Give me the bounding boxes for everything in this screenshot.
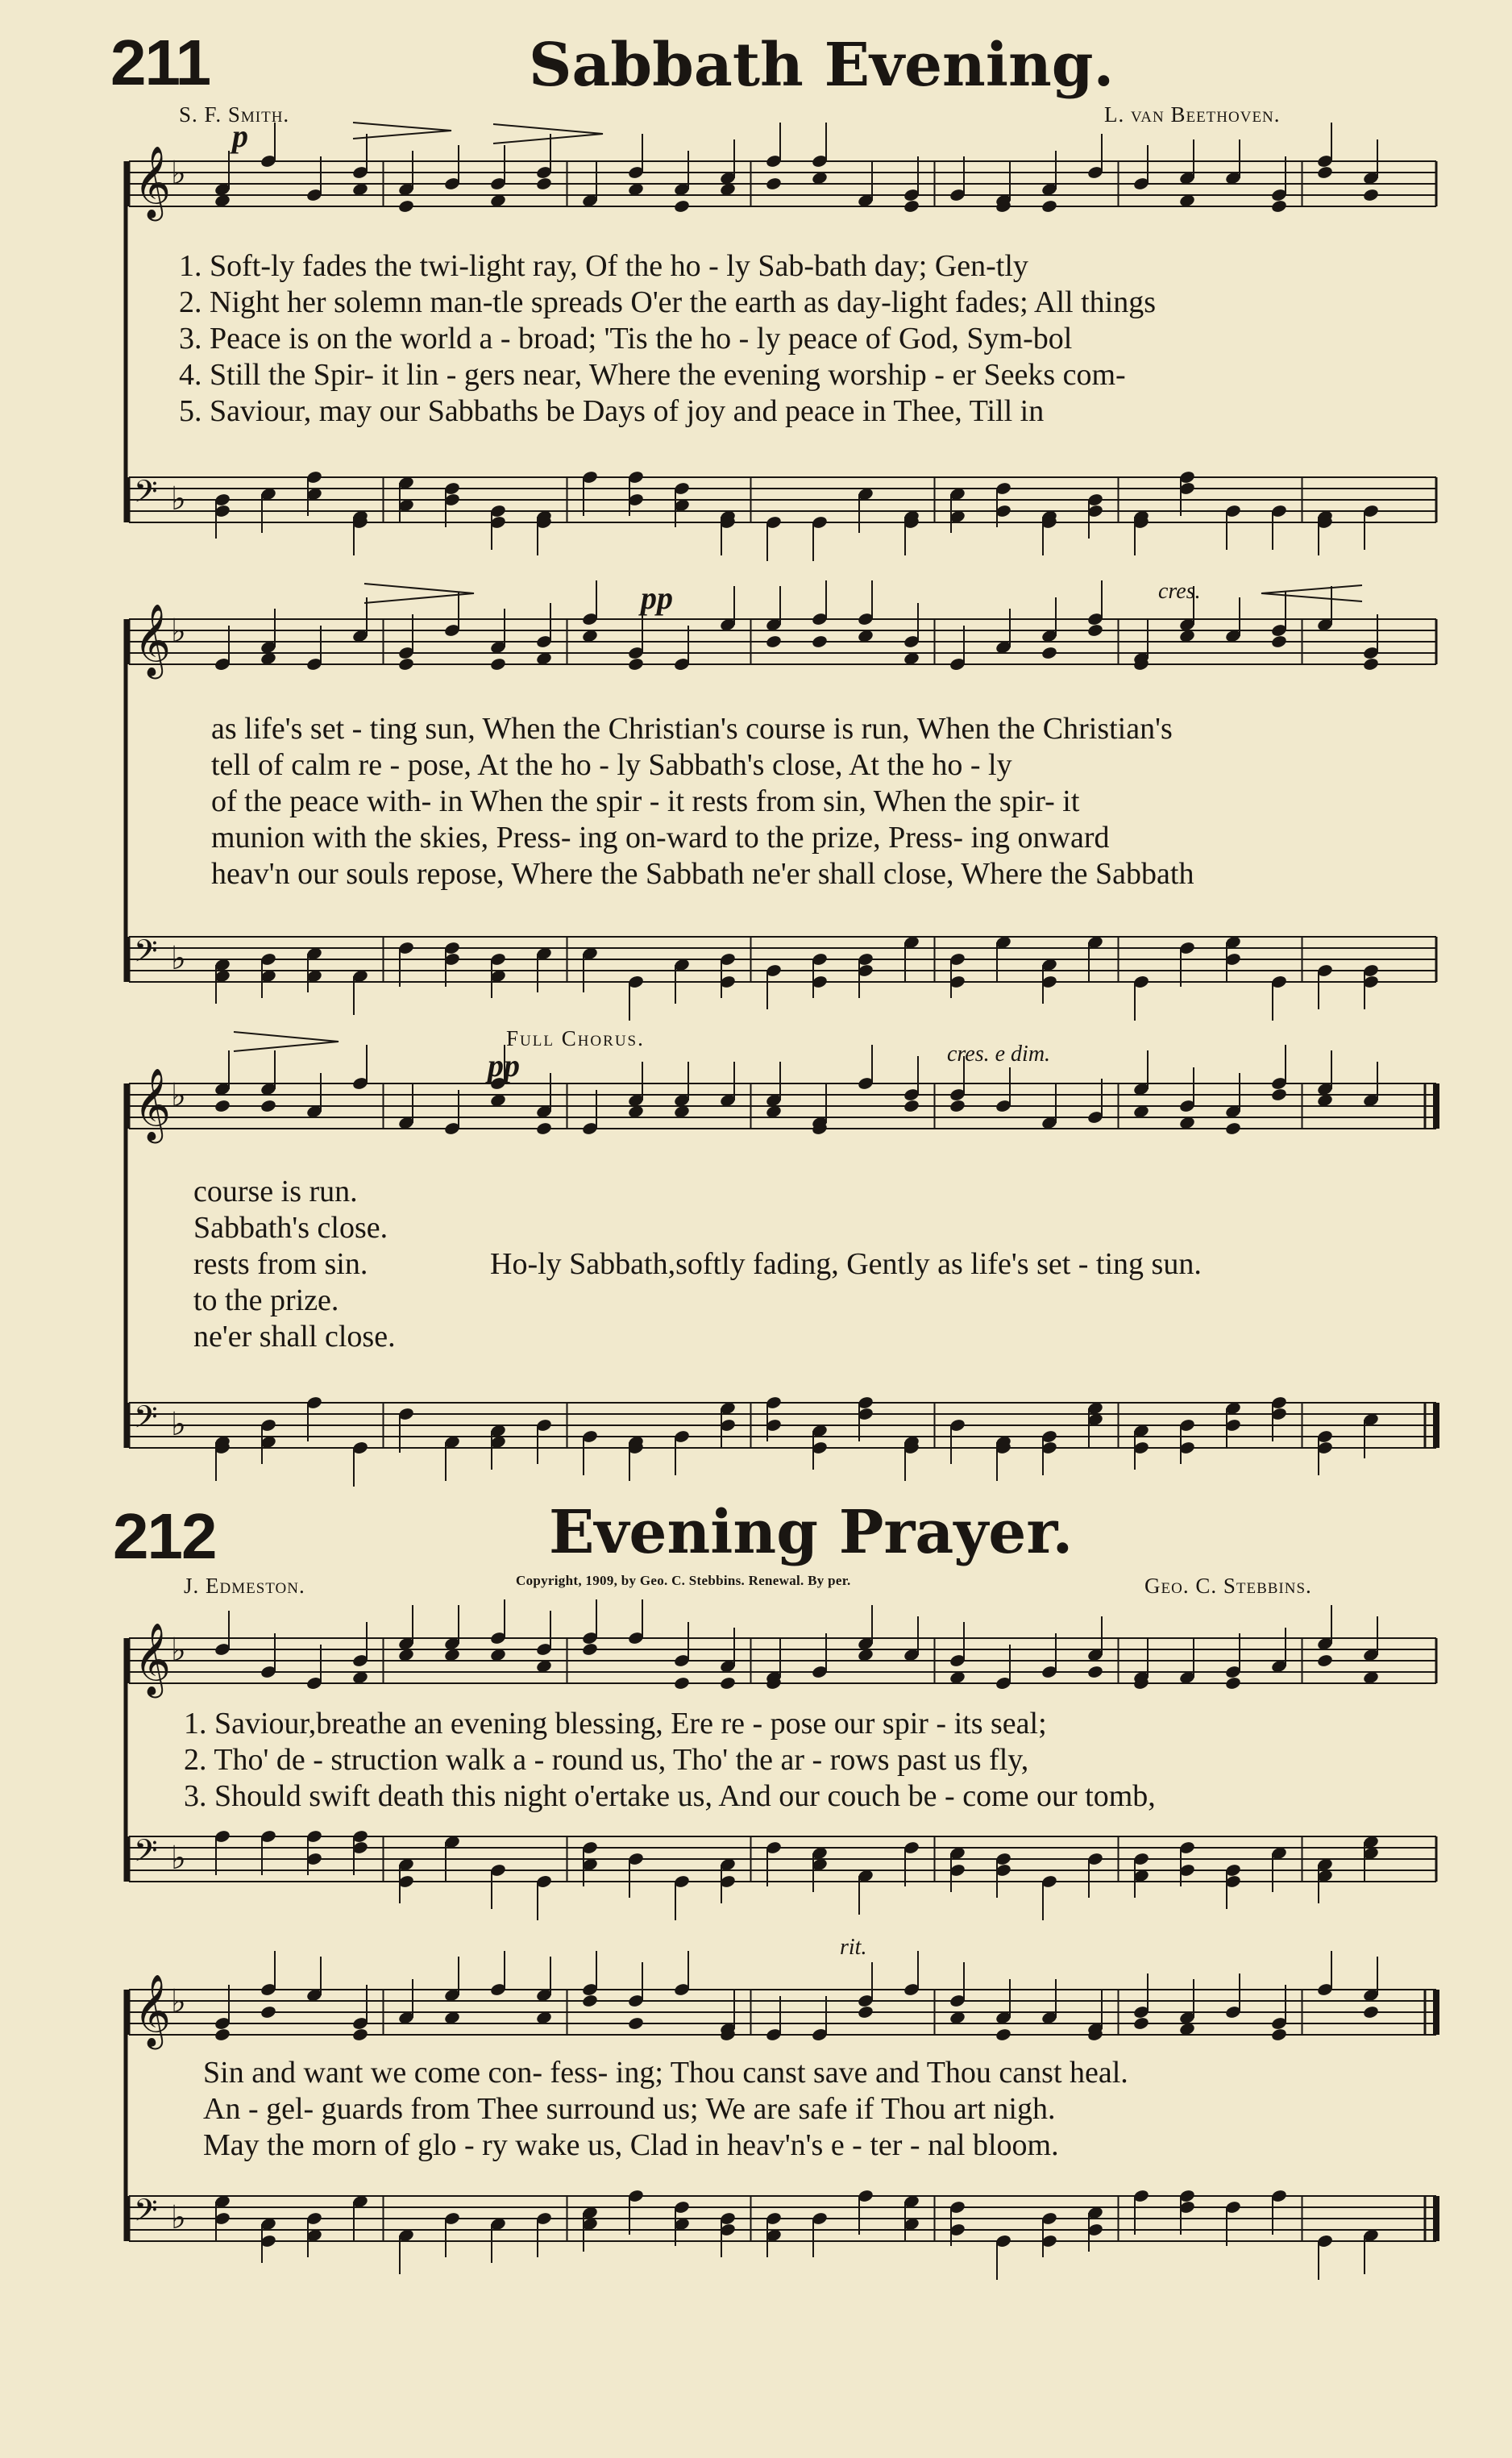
note-head-icon (260, 2005, 276, 2019)
verse-ending: Sabbath's close. (193, 1211, 388, 1245)
verse-line: 2. Tho' de - struction walk a - round us, Tho' the ar - rows past us fly, (184, 1743, 1029, 1777)
hymn-211-music-by: L. van Beethoven. (1104, 102, 1281, 127)
verse-line: of the peace with- in When the spir - it rests from sin, When the spir- it (211, 784, 1080, 818)
note-head-icon (903, 1099, 920, 1113)
note-head-icon (535, 177, 552, 191)
flat-key-signature-icon: ♭ (171, 1983, 186, 2020)
decrescendo-hairpin-icon (364, 584, 474, 603)
note-head-icon (581, 1994, 598, 2008)
hymn-211-system-2-lyrics (211, 711, 1194, 892)
cres-marking: cres. (1158, 579, 1201, 604)
hymn-211-system-1-lyrics (179, 248, 1156, 430)
note-head-icon (765, 177, 782, 191)
hymn-212-copyright: Copyright, 1909, by Geo. C. Stebbins. Renewal. By per. (516, 1573, 851, 1588)
verse-line: 3. Peace is on the world a - broad; 'Tis the ho - ly peace of God, Sym-bol (179, 322, 1073, 356)
flat-key-signature-icon: ♭ (171, 2199, 186, 2236)
verse-ending: rests from sin. (193, 1247, 368, 1281)
bass-clef-icon: 𝄢 (134, 473, 158, 517)
rit-marking: rit. (840, 1935, 867, 1960)
verse-ending: to the prize. (193, 1283, 339, 1317)
note-head-icon (627, 657, 644, 672)
decrescendo-hairpin-icon (353, 123, 451, 139)
treble-clef-icon: 𝄞 (134, 1623, 172, 1695)
treble-clef-icon: 𝄞 (134, 146, 172, 218)
hymn-211-number: 211 (110, 27, 210, 98)
dynamic-pp: pp (641, 580, 673, 616)
note-head-icon (627, 2016, 644, 2031)
note-head-icon (1362, 188, 1379, 202)
flat-key-signature-icon: ♭ (171, 1406, 186, 1443)
chorus-lyric: Ho-ly Sabbath,softly fading, Gently as life's set - ting sun. (490, 1247, 1202, 1281)
note-head-icon (535, 1121, 552, 1136)
bass-clef-icon: 𝄢 (134, 1399, 158, 1442)
note-head-icon (719, 1676, 736, 1691)
hymn-212-words-by: J. Edmeston. (184, 1574, 305, 1598)
verse-line: May the morn of glo - ry wake us, Clad in heav'n's e - ter - nal bloom. (203, 2128, 1059, 2162)
note-head-icon (1132, 2016, 1149, 2031)
treble-clef-icon: 𝄞 (134, 1068, 172, 1141)
note-head-icon (1224, 1121, 1241, 1136)
hymn-211-words-by: S. F. Smith. (179, 102, 290, 127)
note-head-icon (811, 634, 828, 649)
hymn-212-system-1-lyrics (184, 1706, 1156, 1815)
flat-key-signature-icon: ♭ (171, 155, 186, 192)
note-head-icon (1086, 1665, 1103, 1679)
note-head-icon (581, 1642, 598, 1657)
verse-line: 2. Night her solemn man-tle spreads O'er the earth as day-light fades; All things (179, 285, 1156, 319)
note-head-icon (857, 2005, 874, 2019)
verse-line: 1. Soft-ly fades the twi-light ray, Of the ho - ly Sab-bath day; Gen-tly (179, 249, 1028, 283)
hymn-211-verse-endings (193, 1174, 396, 1355)
note-head-icon (1224, 1676, 1241, 1691)
flat-key-signature-icon: ♭ (171, 613, 186, 650)
verse-line: Sin and want we come con- fess- ing; Thou canst save and Thou canst heal. (203, 2056, 1128, 2090)
note-head-icon (949, 1099, 966, 1113)
verse-line: 3. Should swift death this night o'ertake us, And our couch be - come our tomb, (184, 1779, 1156, 1813)
bass-clef-icon: 𝄢 (134, 933, 158, 976)
hymn-211-title: Sabbath Evening. (529, 31, 1115, 100)
hymn-212-music-by: Geo. C. Stebbins. (1144, 1574, 1312, 1598)
treble-clef-icon: 𝄞 (134, 1974, 172, 2047)
note-head-icon (903, 199, 920, 214)
crescendo-hairpin-icon (1261, 585, 1362, 601)
verse-line: An - gel- guards from Thee surround us; We are safe if Thou art nigh. (203, 2092, 1056, 2126)
note-head-icon (1362, 657, 1379, 672)
dynamic-p: p (232, 118, 248, 154)
hymn-212-title: Evening Prayer. (549, 1498, 1074, 1567)
note-head-icon (1041, 199, 1057, 214)
treble-clef-icon: 𝄞 (134, 604, 172, 676)
bass-clef-icon: 𝄢 (134, 2192, 158, 2235)
flat-key-signature-icon: ♭ (171, 1840, 186, 1877)
note-head-icon (1270, 199, 1287, 214)
note-head-icon (489, 657, 506, 672)
note-head-icon (214, 1099, 231, 1113)
verse-line: as life's set - ting sun, When the Christian's course is run, When the Christian's (211, 712, 1173, 746)
verse-line: 5. Saviour, may our Sabbaths be Days of joy and peace in Thee, Till in (179, 394, 1045, 428)
flat-key-signature-icon: ♭ (171, 940, 186, 977)
cres-e-dim-marking: cres. e dim. (947, 1042, 1051, 1067)
flat-key-signature-icon: ♭ (171, 1077, 186, 1114)
flat-key-signature-icon: ♭ (171, 1632, 186, 1669)
full-chorus-label: Full Chorus. (506, 1026, 645, 1050)
verse-line: munion with the skies, Press- ing on-ward to the prize, Press- ing onward (211, 821, 1110, 855)
hymn-212-number: 212 (113, 1500, 216, 1572)
note-head-icon (1270, 1088, 1287, 1102)
note-head-icon (397, 657, 414, 672)
note-head-icon (1362, 2005, 1379, 2019)
flat-key-signature-icon: ♭ (171, 480, 186, 518)
verse-ending: course is run. (193, 1175, 358, 1208)
note-head-icon (1316, 165, 1333, 180)
note-head-icon (995, 2028, 1011, 2042)
note-head-icon (1041, 646, 1057, 660)
note-head-icon (397, 199, 414, 214)
note-head-icon (673, 1676, 690, 1691)
note-head-icon (260, 1099, 276, 1113)
verse-ending: ne'er shall close. (193, 1320, 396, 1354)
verse-line: 4. Still the Spir- it lin - gers near, Where the evening worship - er Seeks com- (179, 358, 1126, 392)
bass-clef-icon: 𝄢 (134, 1832, 158, 1876)
verse-line: heav'n our souls repose, Where the Sabbath ne'er shall close, Where the Sabbath (211, 857, 1194, 891)
note-head-icon (673, 199, 690, 214)
note-head-icon (1270, 2028, 1287, 2042)
note-head-icon (351, 2028, 368, 2042)
note-head-icon (1270, 634, 1287, 649)
dynamic-pp-chorus: pp (488, 1047, 520, 1083)
note-head-icon (214, 2028, 231, 2042)
verse-line: 1. Saviour,breathe an evening blessing, Ere re - pose our spir - its seal; (184, 1707, 1047, 1741)
decrescendo-hairpin-icon (493, 124, 603, 143)
decrescendo-hairpin-icon (234, 1032, 339, 1051)
hymn-212-system-2-lyrics (203, 2055, 1128, 2164)
note-head-icon (765, 634, 782, 649)
verse-line: tell of calm re - pose, At the ho - ly Sabbath's close, At the ho - ly (211, 748, 1012, 782)
note-head-icon (1316, 1653, 1333, 1668)
note-head-icon (1086, 623, 1103, 638)
